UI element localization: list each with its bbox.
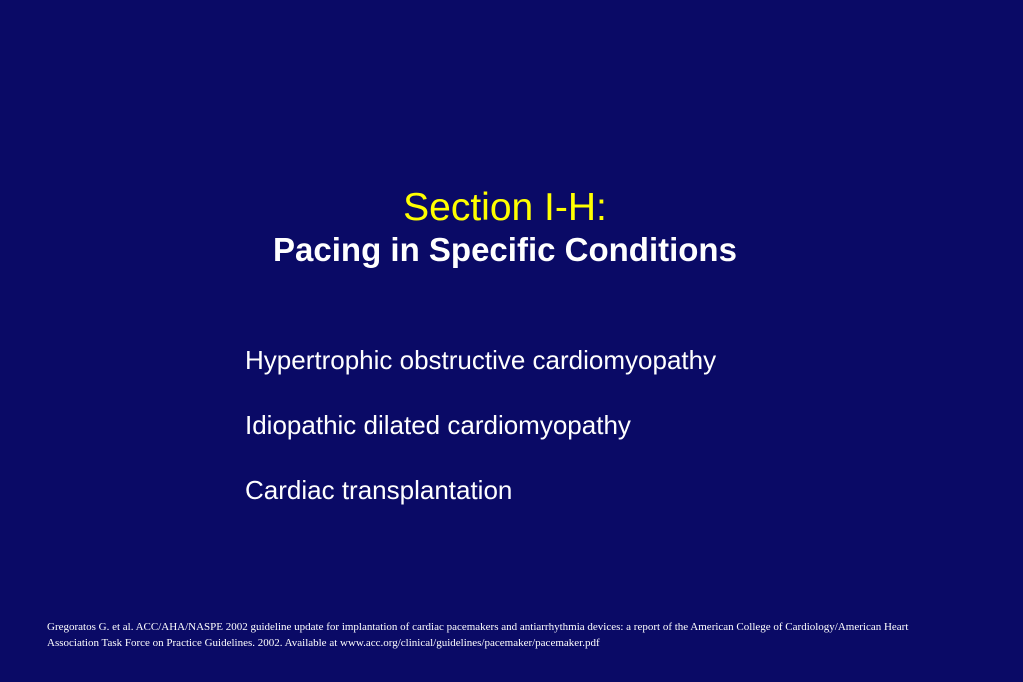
list-item: Hypertrophic obstructive cardiomyopathy xyxy=(245,345,717,375)
citation-footnote: Gregoratos G. et al. ACC/AHA/NASPE 2002 guideline update for implantation of cardiac pacemakers and antiarrhythmia devices: a report of the American College of Cardiology/American Heart Association Task Force on Practice Guidelines. 2002. Available at www.acc.org/clinical/guidelines/pacemaker/pacemaker.pdf xyxy=(47,621,909,649)
condition-list xyxy=(245,342,716,537)
title-block xyxy=(0,186,1010,270)
slide-title: Section I-H: xyxy=(403,186,607,229)
list-item: Cardiac transplantation xyxy=(245,475,513,505)
list-item: Idiopathic dilated cardiomyopathy xyxy=(245,410,631,440)
slide-subtitle: Pacing in Specific Conditions xyxy=(273,231,737,268)
